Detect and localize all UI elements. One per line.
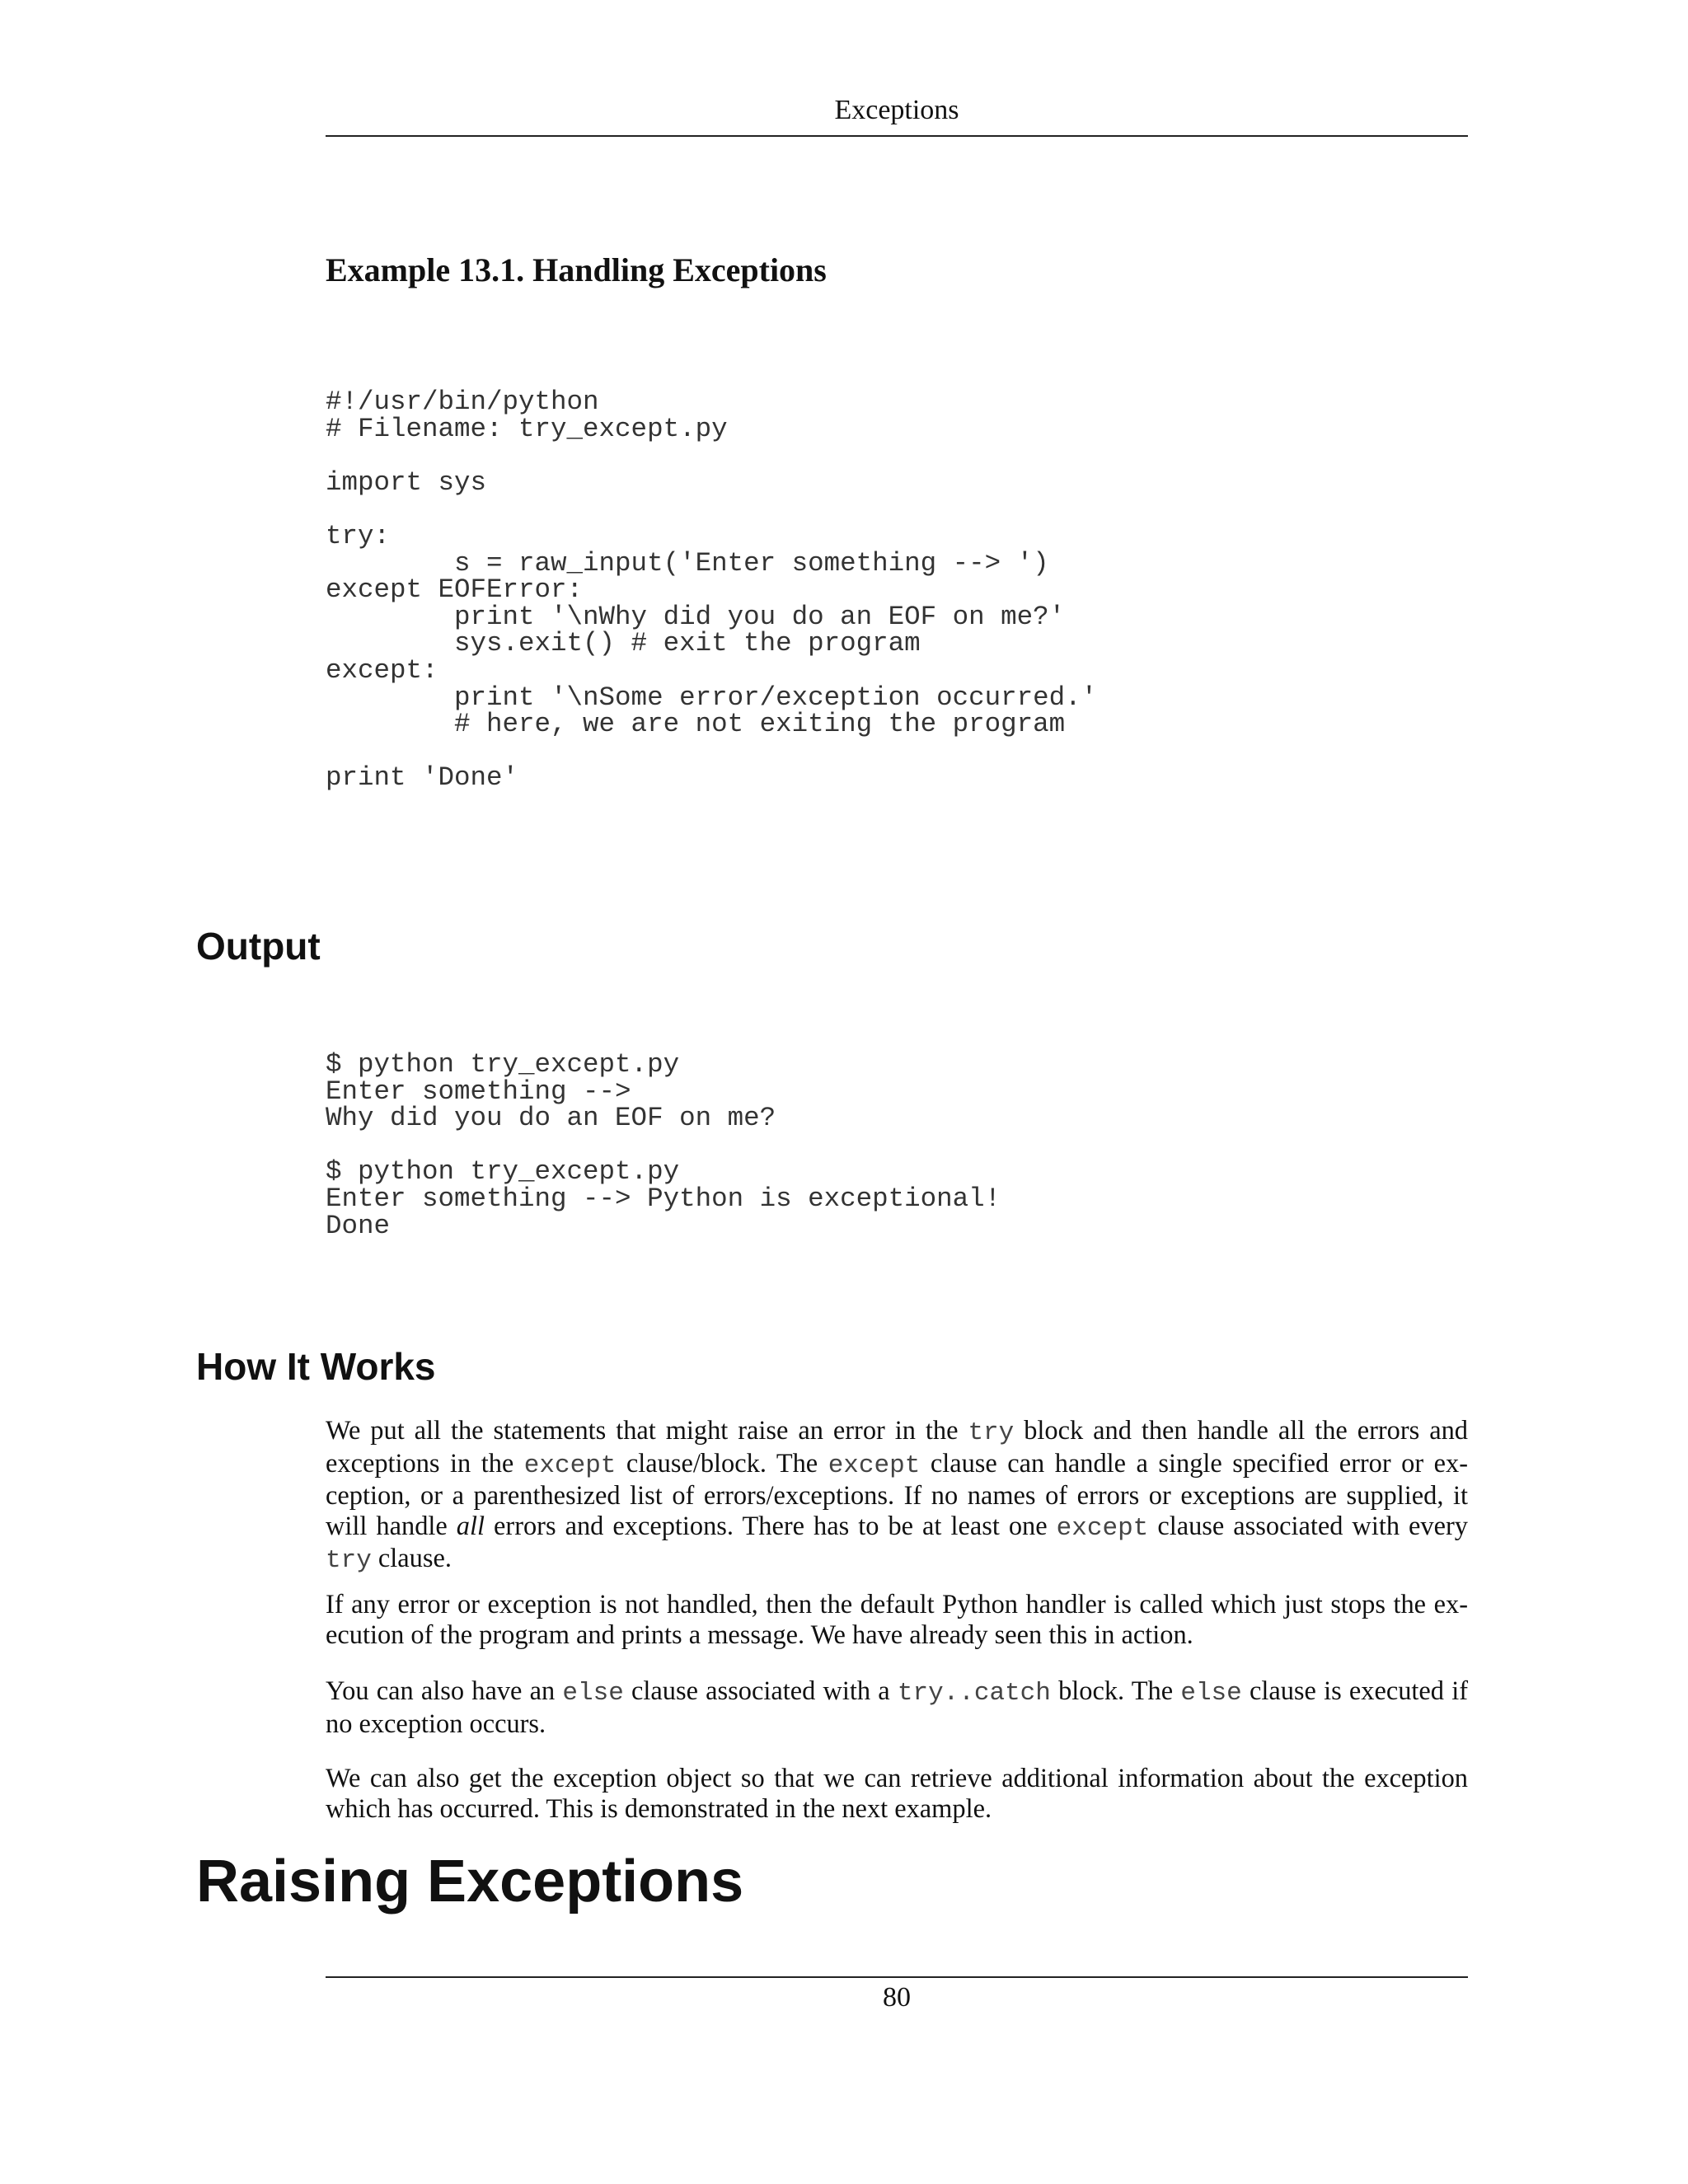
paragraph: If any error or exception is not handled, then the default Python handler is called which just stops the execution of the program and prints a message. We have already seen this in action. xyxy=(326,1590,1468,1650)
output-line: Done xyxy=(326,1210,391,1241)
text-run: clause. xyxy=(371,1544,452,1573)
paragraph xyxy=(326,1676,1468,1739)
code-line: sys.exit() # exit the program xyxy=(326,628,921,659)
example-title: Example 13.1. Handling Exceptions xyxy=(326,251,827,288)
output-code-block xyxy=(326,1049,1001,1241)
inline-code: else xyxy=(562,1679,624,1708)
output-line: Enter something --> xyxy=(326,1076,631,1107)
inline-code: try xyxy=(326,1546,372,1575)
running-header: Exceptions xyxy=(834,95,959,125)
text-run: clause/block. The xyxy=(616,1448,828,1479)
code-line: # Filename: try_except.py xyxy=(326,413,728,444)
how-it-works-heading: How It Works xyxy=(196,1345,436,1388)
inline-code: try xyxy=(968,1418,1015,1447)
output-line: Why did you do an EOF on me? xyxy=(326,1103,776,1134)
code-line: print '\nWhy did you do an EOF on me?' xyxy=(326,601,1066,632)
paragraph xyxy=(326,1416,1468,1577)
output-line: Enter something --> Python is exceptional! xyxy=(326,1183,1001,1214)
footer-rule xyxy=(326,1976,1468,1978)
text-run: errors and exceptions. There has to be at least one xyxy=(485,1511,1057,1541)
output-heading: Output xyxy=(196,925,321,968)
example-code-block xyxy=(326,389,1097,792)
code-line: print 'Done' xyxy=(326,762,519,794)
code-line: print '\nSome error/exception occurred.' xyxy=(326,682,1098,713)
emphasis: all xyxy=(456,1511,485,1541)
inline-code: except xyxy=(828,1451,921,1480)
inline-code: except xyxy=(523,1451,617,1480)
code-line: s = raw_input('Enter something --> ') xyxy=(326,547,1049,579)
text-run: clause associated with a xyxy=(623,1676,898,1706)
header-rule xyxy=(326,135,1468,137)
inline-code: except xyxy=(1056,1513,1149,1543)
code-line: except EOFError: xyxy=(326,574,584,606)
code-line: # here, we are not exiting the program xyxy=(326,709,1066,740)
code-line: except: xyxy=(326,654,438,686)
output-line: $ python try_except.py xyxy=(326,1049,680,1080)
raising-exceptions-heading: Raising Exceptions xyxy=(196,1849,744,1915)
text-run: block and then handle all the errors and exceptions in the xyxy=(326,1416,1468,1479)
text-run: clause is executed if no exception occurs. xyxy=(326,1676,1468,1739)
output-line: $ python try_except.py xyxy=(326,1156,680,1188)
inline-code: try..catch xyxy=(897,1679,1051,1708)
text-run: You can also have an xyxy=(326,1676,563,1706)
paragraph: We can also get the exception object so that we can retrieve additional information about the exception which has occurred. This is demonstrated in the next example. xyxy=(326,1764,1468,1824)
inline-code: else xyxy=(1180,1679,1242,1708)
text-run: block. The xyxy=(1050,1676,1181,1706)
code-line: #!/usr/bin/python xyxy=(326,387,599,417)
text-run: We put all the statements that might raise an error in the xyxy=(326,1416,968,1446)
text-run: clause can handle a single specified error or exception, or a parenthesized list of errors/exceptions. If no names of errors or exceptions are supplied, it will handle xyxy=(326,1448,1468,1541)
code-line: import sys xyxy=(326,466,487,498)
code-line: try: xyxy=(326,520,391,551)
page-number: 80 xyxy=(883,1982,911,2013)
text-run: clause associated with every xyxy=(1148,1511,1468,1541)
